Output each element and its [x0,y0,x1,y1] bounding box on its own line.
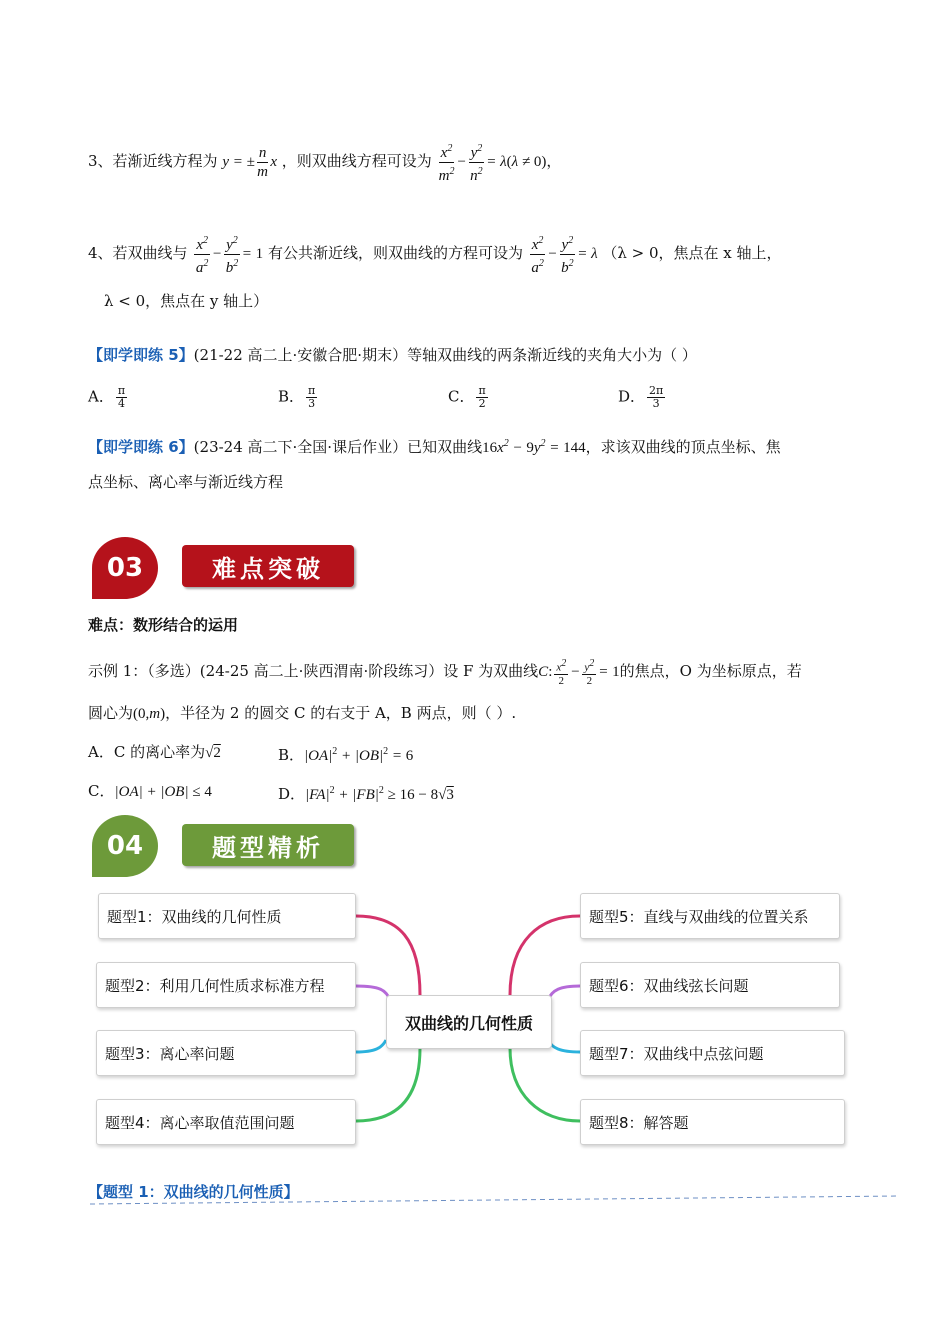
item-4-middle: 有公共渐近线，则双曲线的方程可设为 [267,243,523,262]
sqrt-2: √2 [205,745,221,761]
section-3-heading: 难点：数形结合的运用 [88,616,239,634]
link-8 [510,1048,580,1121]
practice-6-text-b: ，求该双曲线的顶点坐标、焦 [585,438,781,456]
example-1-line2: 圆心为(0,m)，半径为 2 的圆交 C 的右支于 A，B 两点，则（ ）. [88,704,517,722]
item-3-prefix: 3、若渐近线方程为 [88,151,218,170]
section-3-badge: 03 [92,537,158,599]
example-option-a: A．C 的离心率为√2 [88,743,221,761]
section-4-title: 题型精析 [182,824,354,866]
practice-5-tag: 【即学即练 5】 [88,346,194,364]
example-option-d: D．$|FA|^2 + |FB|^2 \ge 16 - 8√3$ [278,785,454,803]
mindmap-node-1: 题型1：双曲线的几何性质 [98,893,356,939]
mindmap-node-7: 题型7：双曲线中点弦问题 [580,1030,845,1076]
practice-6-line2: 点坐标、离心率与渐近线方程 [88,473,284,491]
option-d: D． $\frac{2\pi}{3}$ [618,384,664,410]
option-c: C． $\frac{\pi}{2}$ [448,384,486,410]
mindmap-node-5: 题型5：直线与双曲线的位置关系 [580,893,840,939]
practice-5-text: (21-22 高二上·安徽合肥·期末）等轴双曲线的两条渐近线的夹角大小为（ ） [193,346,697,364]
link-3 [356,1040,386,1052]
example-option-c: C．|OA| + |OB| ≤ 4 [88,782,212,800]
common-asymptote-formula: $\frac{x^2}{a^2}$ − $\frac{y^2}{b^2}$ = λ [528,246,598,262]
hyperbola-formula: $\frac{x^2}{a^2}$ − $\frac{y^2}{b^2}$ = 1 [192,246,263,262]
section-3-title: 难点突破 [182,545,354,587]
mindmap-node-6: 题型6：双曲线弦长问题 [580,962,840,1008]
link-6 [548,986,580,1000]
example-hyperbola: C: $\frac{x^2}{2}$ − $\frac{y^2}{2}$ = 1 [538,658,620,687]
option-c-formula: |OA| + |OB| ≤ 4 [114,784,212,800]
type-1-heading: 【题型 1：双曲线的几何性质】 [88,1183,299,1201]
item-4-cond1: （λ > 0，焦点在 x 轴上， [602,243,782,262]
item-3-middle: ，则双曲线方程可设为 [281,151,432,170]
mindmap-node-4: 题型4：离心率取值范围问题 [96,1099,356,1145]
link-5 [510,916,580,995]
practice-6-text-a: (23-24 高二下·全国·课后作业）已知双曲线 [193,438,483,456]
circle-center: (0,m) [133,706,166,722]
item-4-line2: λ < 0，焦点在 y 轴上） [104,292,269,310]
item-3-suffix: ， [546,151,562,170]
section-4-badge: 04 [92,815,158,877]
link-4 [356,1048,420,1121]
link-1 [356,916,420,995]
option-d-formula: $|FA|^2 + |FB|^2 \ge 16 - 8√3$ [305,785,454,803]
option-b: B． $\frac{\pi}{3}$ [278,384,316,410]
mindmap-node-8: 题型8：解答题 [580,1099,845,1145]
example-option-b: B．$|OA|^2 + |OB|^2 = 6$ [278,746,414,764]
practice-6-equation: $16x^2 - 9y^2 = 144$ [482,438,586,456]
item-4-prefix: 4、若双曲线与 [88,243,188,262]
mindmap-node-2: 题型2：利用几何性质求标准方程 [96,962,356,1008]
link-7 [548,1040,580,1052]
option-a: A． $\frac{\pi}{4}$ [88,384,126,410]
hyperbola-family-formula: $\frac{x^2}{m^2}$ − $\frac{y^2}{n^2}$ = λ(λ ≠ 0) [437,154,547,170]
mindmap-node-3: 题型3：离心率问题 [96,1030,356,1076]
practice-6-tag: 【即学即练 6】 [88,438,194,456]
option-b-formula: $|OA|^2 + |OB|^2 = 6$ [304,746,414,764]
asymptote-formula: y = ± $\frac{n}{m}$ x [222,145,278,180]
example-1: 示例 1：（多选）(24-25 高二上·陕西渭南·阶段练习）设 F 为双曲线C: $\frac{x^2}{2}$ − $\frac{y^2}{2}$ = 1的焦点，O 为坐标原点，若 [88,658,802,687]
link-2 [356,986,390,1000]
mindmap-center: 双曲线的几何性质 [386,995,552,1049]
